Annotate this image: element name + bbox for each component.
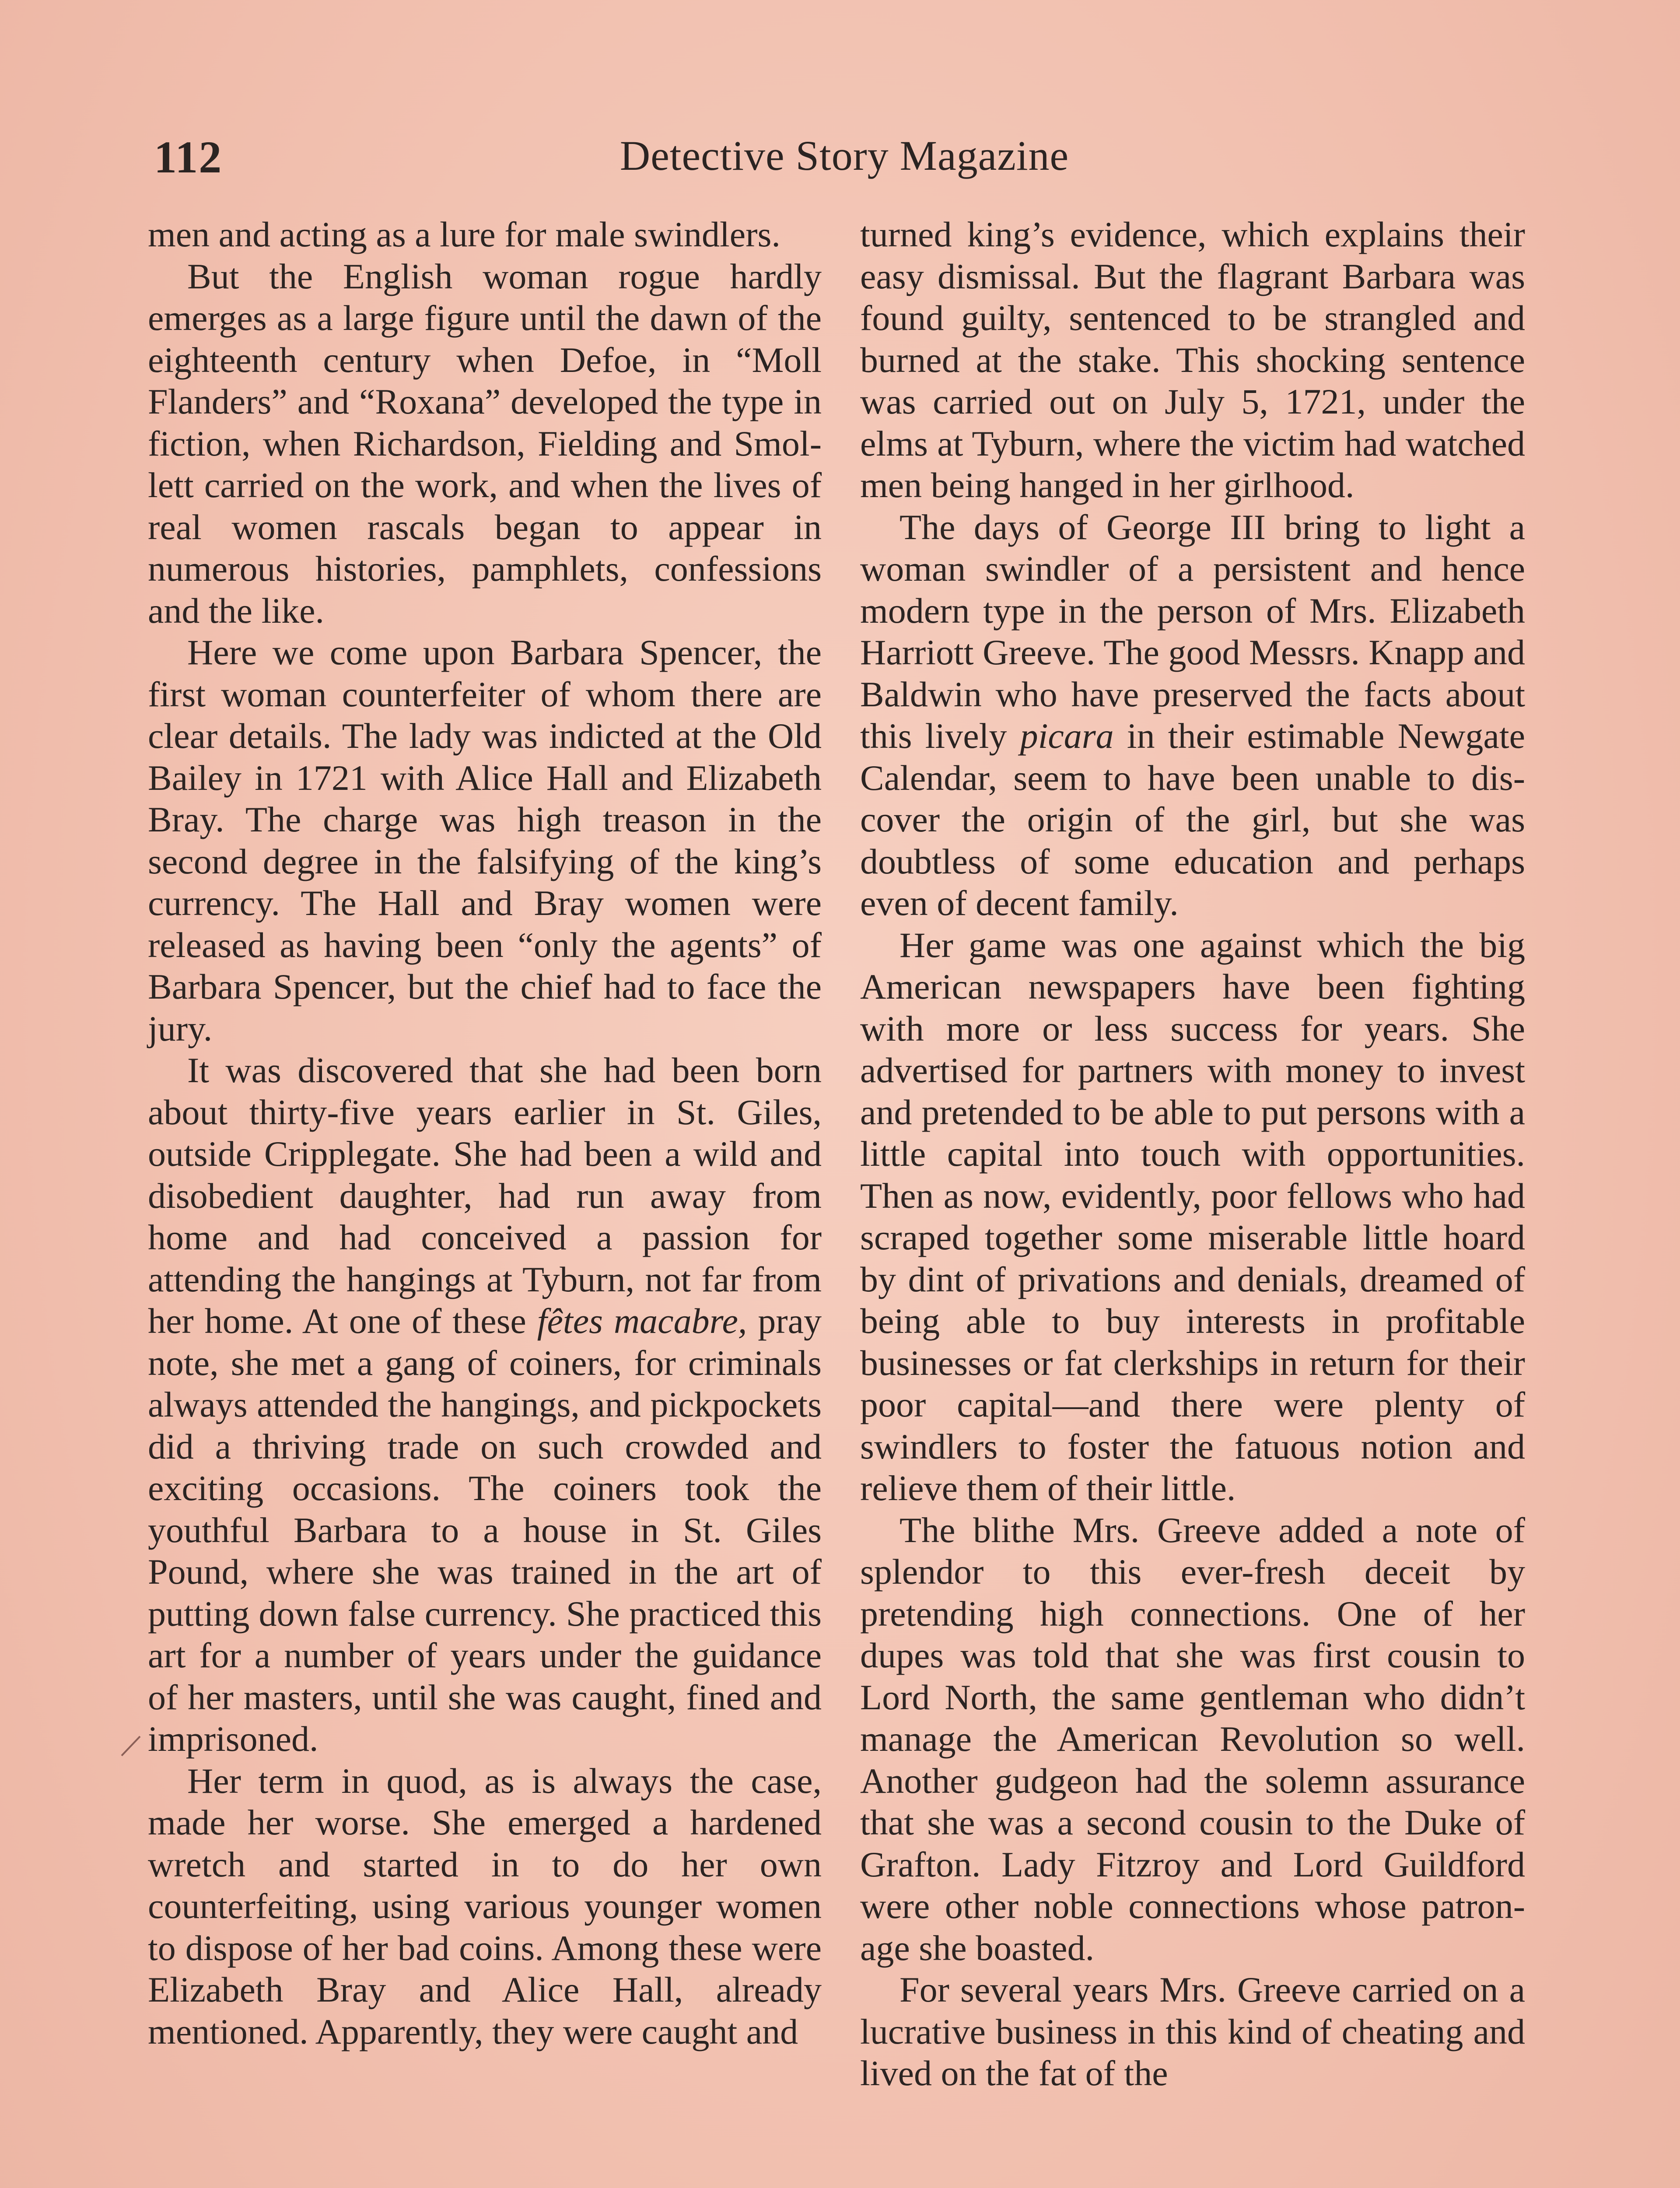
pencil-mark: [118, 1733, 144, 1759]
running-title: Detective Story Magazine: [620, 132, 1069, 179]
paragraph: It was discovered that she had been born about thirty-five years earlier in St. Giles, outside Cripplegate. She had been a wild and disobedient daughter, had run away from home and had conceived a passion for attending the hangings at Tyburn, not far from her home. At one of these fêtes macabre, pray note, she met a gang of coiners, for criminals always attended the hangings, and pickpockets did a thriving trade on such crowded and exciting occasions. The coiners took the youthful Barbara to a house in St. Giles Pound, where she was trained in the art of putting down false currency. She practiced this art for a number of years under the guidance of her masters, until she was caught, fined and imprisoned.: [148, 1050, 822, 1759]
italic-phrase: fêtes macabre,: [537, 1301, 747, 1341]
paragraph: Her game was one against which the big American newspapers have been fighting with more or less success for years. She advertised for partners with money to invest and pretended to be able to put persons with a little capital into touch with opportunities. Then as now, evidently, poor fellows who had scraped together some miserable little hoard by dint of privations and denials, dreamed of being able to buy interests in profitable businesses or fat clerkships in return for their poor capital—and there were plenty of swindlers to foster the fatuous notion and relieve them of their little.: [860, 925, 1525, 1508]
paragraph: Her term in quod, as is always the case, made her worse. She emerged a hardened wretch and started in to do her own counterfeiting, using various younger women to dispose of her bad coins. Among these were Elizabeth Bray and Alice Hall, already mentioned. Apparently, they were caught and: [148, 1760, 822, 2051]
paragraph: The blithe Mrs. Greeve added a note of splendor to this ever-fresh deceit by pretending high connections. One of her dupes was told that she was first cousin to Lord North, the same gentleman who didn’t manage the American Revolution so well. Another gudgeon had the solemn assurance that she was a second cousin to the Duke of Grafton. Lady Fitzroy and Lord Guildford were other noble connections whose patronage she boasted.: [860, 1510, 1525, 1968]
paragraph: But the English woman rogue hardly emerges as a large figure until the dawn of the eighteenth century when Defoe, in “Moll Flanders” and “Roxana” developed the type in fiction, when Richardson, Fielding and Smollett carried on the work, and when the lives of real women rascals began to appear in numerous histories, pamphlets, confessions and the like.: [148, 256, 822, 631]
paragraph: For several years Mrs. Greeve carried on a lucrative business in this kind of cheating and lived on the fat of the: [860, 1970, 1525, 2093]
paragraph: The days of George III bring to light a woman swindler of a persistent and hence modern type in the person of Mrs. Elizabeth Harriott Greeve. The good Messrs. Knapp and Baldwin who have preserved the facts about this lively picara in their estimable Newgate Calendar, seem to have been unable to discover the origin of the girl, but she was doubtless of some education and perhaps even of decent family.: [860, 507, 1526, 923]
paragraph: Here we come upon Barbara Spencer, the first woman counterfeiter of whom there are clear details. The lady was indicted at the Old Bailey in 1721 with Alice Hall and Elizabeth Bray. The charge was high treason in the second degree in the falsifying of the king’s currency. The Hall and Bray women were released as having been “only the agents” of Barbara Spencer, but the chief had to face the jury.: [148, 632, 822, 1048]
page-header: [149, 131, 1540, 188]
paragraph: men and acting as a lure for male swindlers.: [148, 214, 780, 254]
paragraph: turned king’s evidence, which explains their easy dismissal. But the flagrant Barbara was found guilty, sentenced to be strangled and burned at the stake. This shocking sentence was carried out on July 5, 1721, under the elms at Tyburn, where the victim had watched men being hanged in her girlhood.: [860, 214, 1525, 505]
left-column: [148, 214, 822, 2188]
italic-word: picara: [1020, 716, 1114, 756]
page-number: 112: [154, 132, 223, 182]
right-column: [860, 214, 1525, 2188]
